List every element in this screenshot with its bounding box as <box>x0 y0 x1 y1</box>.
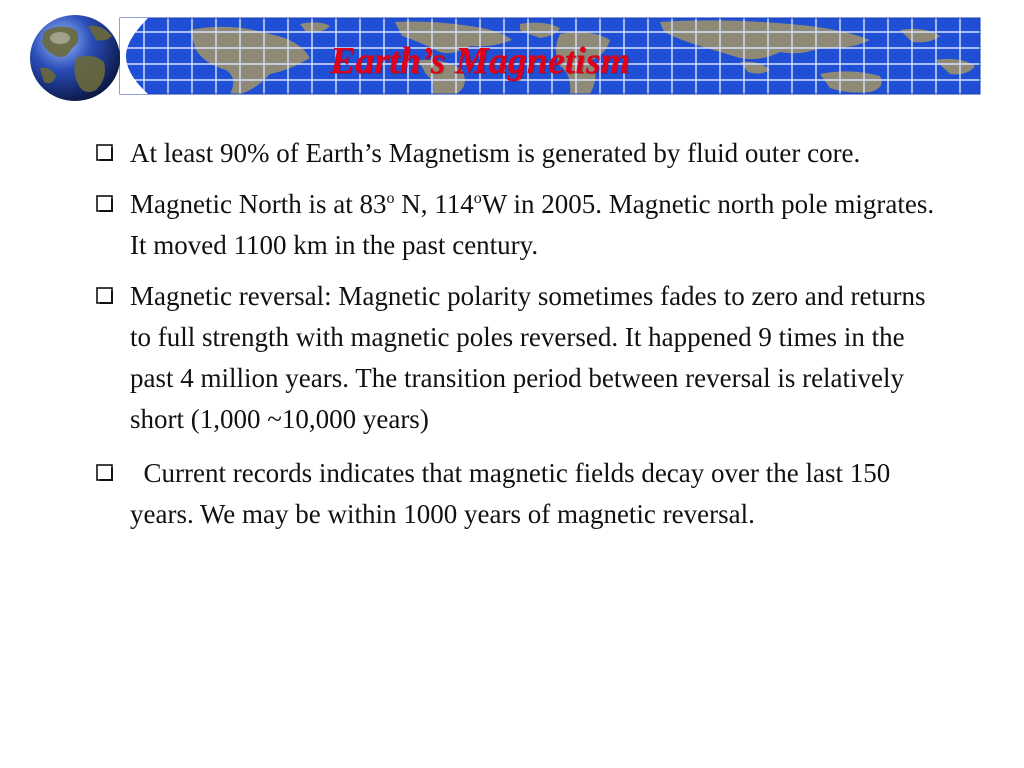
bullet-text-part3: W in 2005. Magnetic north pole migrates. It moved 1100 km in the past century. <box>130 189 935 260</box>
degree-superscript: o <box>386 190 395 207</box>
slide-title: Earth’s Magnetism <box>330 40 631 82</box>
bullet-item <box>92 453 952 535</box>
globe-icon <box>26 12 124 104</box>
bullet-item <box>92 184 952 266</box>
checkbox-bullet-icon <box>96 195 113 212</box>
checkbox-bullet-icon <box>96 464 113 481</box>
checkbox-bullet-icon <box>96 287 113 304</box>
bullet-text-part1: Magnetic North is at 83 <box>130 189 387 219</box>
bullet-text: Magnetic reversal: Magnetic polarity sometimes fades to zero and returns to full strength with magnetic poles reversed. It happened 9 times in the past 4 million years. The transition period between reversal is relatively short (1,000 ~10,000 years) <box>130 281 926 434</box>
checkbox-bullet-icon <box>96 144 113 161</box>
bullet-text: Current records indicates that magnetic fields decay over the last 150 years. We may be within 1000 years of magnetic reversal. <box>130 458 897 529</box>
bullet-item <box>92 133 952 174</box>
bullet-text-part2: N, 114 <box>394 189 474 219</box>
bullet-item <box>92 276 952 440</box>
degree-superscript: o <box>473 190 482 207</box>
bullet-list <box>92 133 952 537</box>
bullet-text: At least 90% of Earth’s Magnetism is generated by fluid outer core. <box>130 138 861 168</box>
